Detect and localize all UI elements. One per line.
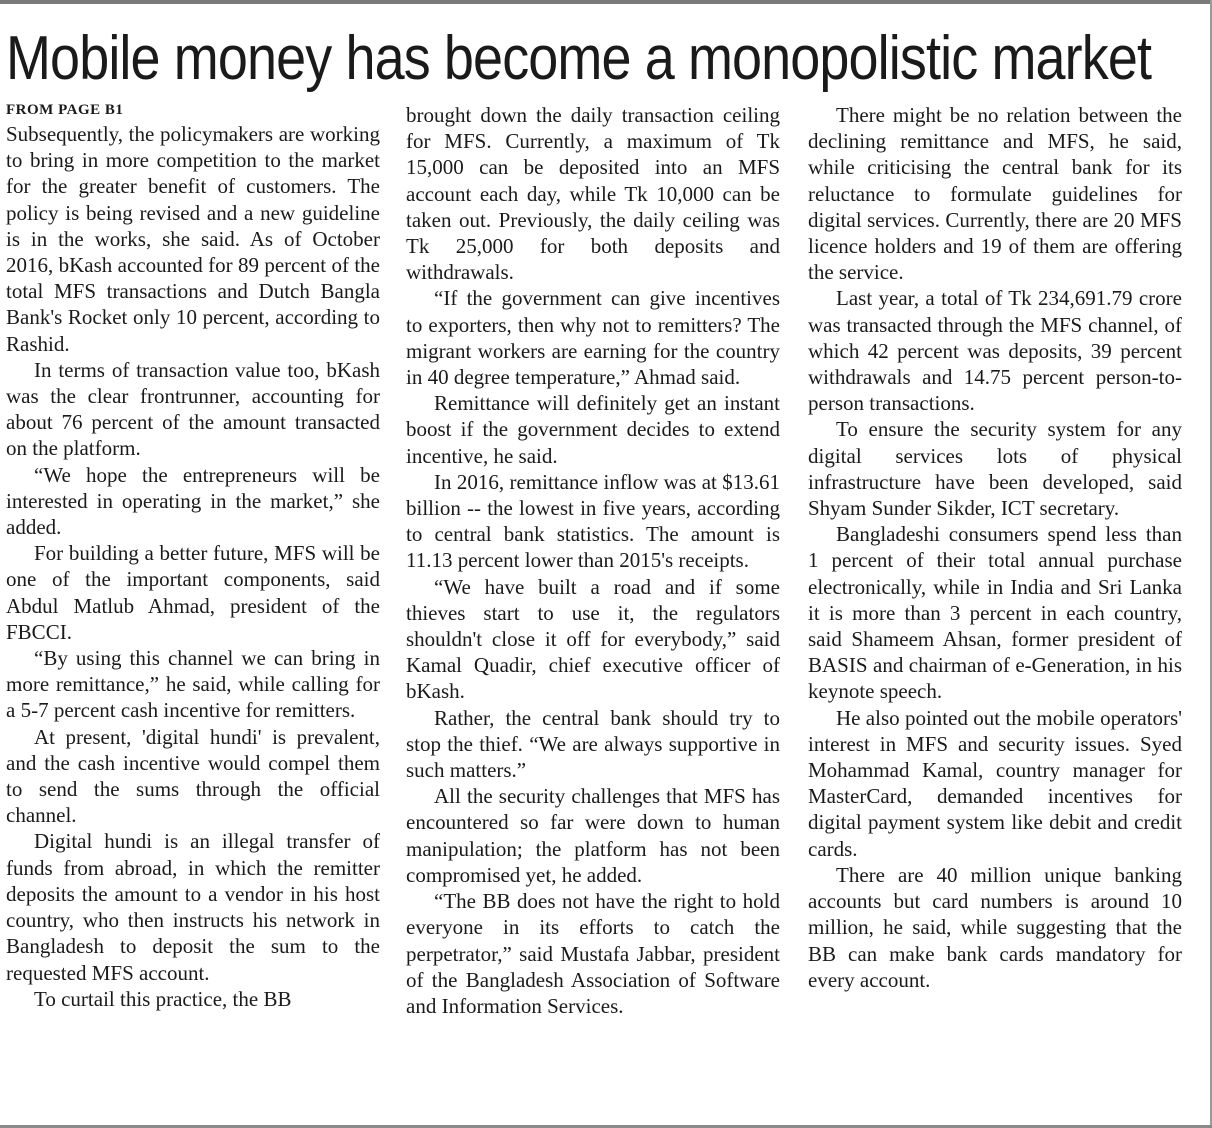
headline: Mobile money has become a monopolistic market (6, 24, 1152, 93)
paragraph: At present, 'digital hundi' is prevalent, and the cash incentive would compel them to send the sums through the official channel. (6, 724, 380, 828)
paragraph: brought down the daily transaction ceiling for MFS. Currently, a maximum of Tk 15,000 can be deposited into an MFS account each day, while Tk 10,000 can be taken out. Previously, the daily ceiling was Tk 25,000 for both deposits and withdrawals. (406, 103, 780, 285)
paragraph: To curtail this practice, the BB (34, 986, 292, 1011)
paragraph: For building a better future, MFS will be one of the important components, said Abdul Matlub Ahmad, president of the FBCCI. (6, 541, 380, 644)
paragraph: There are 40 million unique banking accounts but card numbers is around 10 million, he said, while suggesting that the BB can make bank cards mandatory for every account. (808, 862, 1182, 992)
paragraph: Last year, a total of Tk 234,691.79 crore was transacted through the MFS channel, of which 42 percent was deposits, 39 percent withdrawals and 14.75 percent person-to-person transactions. (808, 286, 1182, 416)
paragraph: To ensure the security system for any digital services lots of physical infrastructure have been developed, said Shyam Sunder Sikder, ICT secretary. (808, 417, 1182, 521)
paragraph: “The BB does not have the right to hold everyone in its efforts to catch the perpetrator,” said Mustafa Jabbar, president of the Bangladesh Association of Software and Information Services. (406, 889, 780, 1018)
paragraph: Bangladeshi consumers spend less than 1 percent of their total annual purchase electronically, while in India and Sri Lanka it is more than 3 percent in each country, said Shameem Ahsan, former president of BASIS and chairman of e-Generation, in his keynote speech. (808, 522, 1182, 704)
paragraph: Rather, the central bank should try to stop the thief. “We are always supportive in such matters.” (406, 705, 780, 783)
top-rule (0, 0, 1212, 4)
paragraph: He also pointed out the mobile operators' interest in MFS and security issues. Syed Mohammad Kamal, country manager for MasterCard, demanded incentives for digital payment system like debit and credit cards. (808, 705, 1182, 861)
paragraph: In terms of transaction value too, bKash was the clear frontrunner, accounting for about 76 percent of the amount transacted on the platform. (6, 357, 380, 461)
paragraph: Digital hundi is an illegal transfer of funds from abroad, in which the remitter deposits the amount to a vendor in his host country, who then instructs his network in Bangladesh to deposit the sum to the requested MFS account. (6, 829, 380, 985)
article-column-1 (6, 102, 380, 1012)
paragraph: There might be no relation between the declining remittance and MFS, he said, while criticising the central bank for its reluctance to formulate guidelines for digital services. Currently, there are 20 MFS licence holders and 19 of them are offering the service. (808, 103, 1182, 285)
article-column-3 (808, 102, 1182, 993)
paragraph: “We have built a road and if some thieves start to use it, the regulators shouldn't close it off for everybody,” said Kamal Quadir, chief executive officer of bKash. (406, 574, 780, 704)
paragraph: Remittance will definitely get an instant boost if the government decides to extend incentive, he said. (406, 391, 780, 468)
article-column-2 (406, 102, 780, 1019)
paragraph: Subsequently, the policymakers are working to bring in more competition to the market for the greater benefit of customers. The policy is being revised and a new guideline is in the works, she said. As of October 2016, bKash accounted for 89 percent of the total MFS transactions and Dutch Bangla Bank's Rocket only 10 percent, according to Rashid. (6, 122, 380, 356)
paragraph: “By using this channel we can bring in more remittance,” he said, while calling for a 5-7 percent cash incentive for remitters. (6, 646, 380, 723)
continued-from-label: FROM PAGE B1 (6, 102, 124, 118)
paragraph: “If the government can give incentives to exporters, then why not to remitters? The migrant workers are earning for the country in 40 degree temperature,” Ahmad said. (406, 286, 780, 390)
paragraph: In 2016, remittance inflow was at $13.61 billion -- the lowest in five years, according to central bank statistics. The amount is 11.13 percent lower than 2015's receipts. (406, 469, 780, 573)
paragraph: “We hope the entrepreneurs will be interested in operating in the market,” she added. (6, 462, 380, 540)
paragraph: All the security challenges that MFS has encountered so far were down to human manipulation; the platform has not been compromised yet, he added. (406, 784, 780, 887)
